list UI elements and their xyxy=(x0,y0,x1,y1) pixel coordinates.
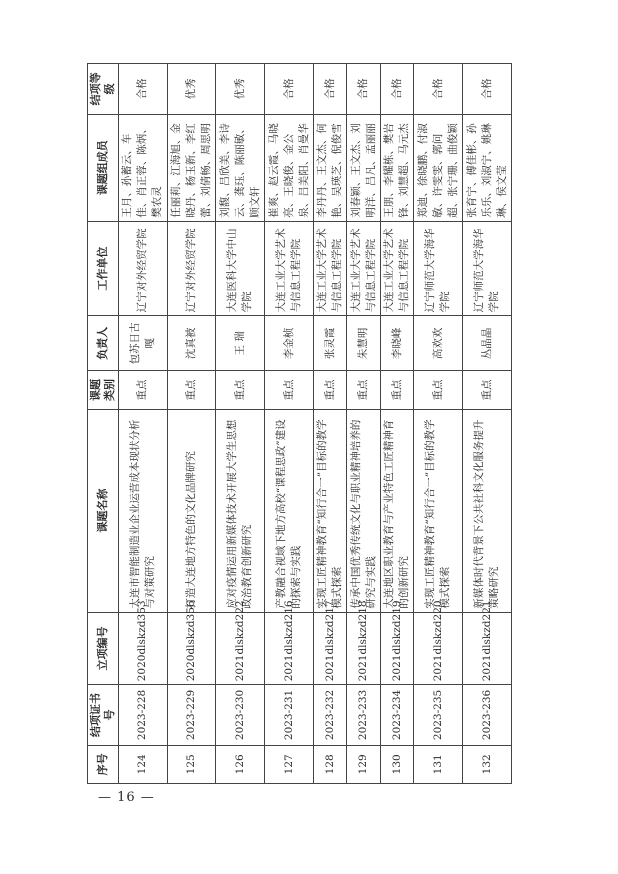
cell-grade: 合格 xyxy=(463,64,512,115)
results-table xyxy=(87,63,512,784)
header-category: 课题类别 xyxy=(88,371,119,409)
table-row xyxy=(463,64,512,784)
table-row xyxy=(167,64,216,784)
page-number: — 16 — xyxy=(98,790,155,805)
cell-leader: 李金桢 xyxy=(265,316,314,371)
cell-grade: 合格 xyxy=(313,64,347,115)
cell-category: 重点 xyxy=(414,371,463,409)
cell-index: 131 xyxy=(414,745,463,783)
cell-leader: 包苏日古嘎 xyxy=(119,316,168,371)
cell-cert-no: 2023-235 xyxy=(414,685,463,745)
cell-organization: 辽宁对外经贸学院 xyxy=(119,221,168,316)
cell-index: 132 xyxy=(463,745,512,783)
cell-title: 大连地区职业教育与产业特色工匠精神育的创新研究 xyxy=(380,409,414,612)
table-row xyxy=(380,64,414,784)
cell-grade: 优秀 xyxy=(167,64,216,115)
cell-index: 128 xyxy=(313,745,347,783)
table-row xyxy=(347,64,381,784)
cell-organization: 辽宁师范大学海华学院 xyxy=(463,221,512,316)
cell-project-no: 2020dlskzd353 xyxy=(119,612,168,685)
cell-members: 刘春颖、王文杰、刘明洋、吕凡、孟丽丽 xyxy=(347,114,381,221)
cell-members: 郑迪、徐晓鹏、付淑敏、许雯雯、郭问超、张宁珊、曲俊颖 xyxy=(414,114,463,221)
cell-grade: 优秀 xyxy=(216,64,265,115)
header-grade: 结项等级 xyxy=(88,64,119,115)
cell-cert-no: 2023-230 xyxy=(216,685,265,745)
cell-members: 任丽莉、江海旭、金晓丹、杨玉新、李红蕾、刘倩畅、周思明 xyxy=(167,114,216,221)
cell-leader: 沈真被 xyxy=(167,316,216,371)
cell-category: 重点 xyxy=(463,371,512,409)
cell-category: 重点 xyxy=(216,371,265,409)
cell-index: 130 xyxy=(380,745,414,783)
table-header-row xyxy=(88,64,119,784)
cell-cert-no: 2023-233 xyxy=(347,685,381,745)
table-row xyxy=(119,64,168,784)
cell-leader: 张灵霞 xyxy=(313,316,347,371)
cell-title: 打造大连地方特色的文化品牌研究 xyxy=(167,409,216,612)
cell-grade: 合格 xyxy=(347,64,381,115)
cell-organization: 辽宁对外经贸学院 xyxy=(167,221,216,316)
header-members: 课题组成员 xyxy=(88,114,119,221)
cell-cert-no: 2023-232 xyxy=(313,685,347,745)
cell-project-no: 2021dlskzd216 xyxy=(265,612,314,685)
table-row xyxy=(414,64,463,784)
header-cert-no: 结项证书号 xyxy=(88,685,119,745)
cell-project-no: 2020dlskzd356 xyxy=(167,612,216,685)
cell-title: 传承中国优秀传统文化与职业精神培养的研究与实践 xyxy=(347,409,381,612)
cell-leader: 丛晶晶 xyxy=(463,316,512,371)
cell-cert-no: 2023-228 xyxy=(119,685,168,745)
cell-members: 刘馥、吕欣美、李诗云、龚珏、陈丽敏、顾文轩 xyxy=(216,114,265,221)
cell-project-no: 2021dlskzd218 xyxy=(347,612,381,685)
cell-organization: 辽宁师范大学海华学院 xyxy=(414,221,463,316)
cell-index: 129 xyxy=(347,745,381,783)
cell-project-no: 2021dlskzd219 xyxy=(380,612,414,685)
cell-index: 124 xyxy=(119,745,168,783)
header-title: 课题名称 xyxy=(88,409,119,612)
cell-project-no: 2021dlskzd221 xyxy=(463,612,512,685)
cell-leader: 高欢欢 xyxy=(414,316,463,371)
header-organization: 工作单位 xyxy=(88,221,119,316)
table-row xyxy=(265,64,314,784)
cell-members: 王朋、李耀栋、樊岩锋、刘慧超、马元杰 xyxy=(380,114,414,221)
cell-members: 张育宁、傅佳彬、孙乐乐、刘淑宁、姚琳琳、侯文莹 xyxy=(463,114,512,221)
cell-grade: 合格 xyxy=(265,64,314,115)
cell-index: 126 xyxy=(216,745,265,783)
header-project-no: 立项编号 xyxy=(88,612,119,685)
cell-category: 重点 xyxy=(119,371,168,409)
rotated-table-wrapper xyxy=(87,63,512,784)
cell-leader: 朱慧明 xyxy=(347,316,381,371)
table-row xyxy=(216,64,265,784)
cell-index: 125 xyxy=(167,745,216,783)
cell-members: 李丹丹、王文杰、何艳、吴瑛芝、倪俊雪 xyxy=(313,114,347,221)
cell-index: 127 xyxy=(265,745,314,783)
cell-organization: 大连医科大学中山学院 xyxy=(216,221,265,316)
cell-category: 重点 xyxy=(167,371,216,409)
cell-category: 重点 xyxy=(347,371,381,409)
cell-members: 王月、孙蓄云、车佳、肖正蓉、陈炳、樊农灵 xyxy=(119,114,168,221)
cell-organization: 大连工业大学艺术与信息工程学院 xyxy=(380,221,414,316)
cell-organization: 大连工业大学艺术与信息工程学院 xyxy=(265,221,314,316)
header-leader: 负责人 xyxy=(88,316,119,371)
cell-project-no: 2021dlskzd222 xyxy=(216,612,265,685)
cell-cert-no: 2023-236 xyxy=(463,685,512,745)
cell-cert-no: 2023-229 xyxy=(167,685,216,745)
table-row xyxy=(313,64,347,784)
cell-grade: 合格 xyxy=(380,64,414,115)
cell-category: 重点 xyxy=(265,371,314,409)
cell-organization: 大连工业大学艺术与信息工程学院 xyxy=(313,221,347,316)
cell-leader: 李晓峰 xyxy=(380,316,414,371)
cell-project-no: 2021dlskzd220 xyxy=(414,612,463,685)
cell-category: 重点 xyxy=(313,371,347,409)
table-body xyxy=(119,64,512,784)
cell-cert-no: 2023-234 xyxy=(380,685,414,745)
header-index: 序号 xyxy=(88,745,119,783)
cell-category: 重点 xyxy=(380,371,414,409)
cell-leader: 王 瑞 xyxy=(216,316,265,371)
cell-grade: 合格 xyxy=(119,64,168,115)
cell-title: 大连市智能制造业企业运营成本现状分析与对策研究 xyxy=(119,409,168,612)
cell-organization: 大连工业大学艺术与信息工程学院 xyxy=(347,221,381,316)
cell-title: 新媒体时代背景下公共社科文化服务提升策略研究 xyxy=(463,409,512,612)
cell-grade: 合格 xyxy=(414,64,463,115)
cell-title: 应对疫情运用新媒体技术开展大学生思想政治教育创新研究 xyxy=(216,409,265,612)
cell-project-no: 2021dlskzd217 xyxy=(313,612,347,685)
cell-title: 实现工匠精神教育“知行合一”目标的教学模式探索 xyxy=(313,409,347,612)
cell-title: 实现工匠精神教育“知行合一”目标的教学模式探索 xyxy=(414,409,463,612)
cell-cert-no: 2023-231 xyxy=(265,685,314,745)
cell-members: 崔爽、赵云霞、马晓亮、王晓俊、金公泉、吕美阳、肖曼华 xyxy=(265,114,314,221)
cell-title: 产教融合视域下地方高校“课程思政”建设的探索与实践 xyxy=(265,409,314,612)
